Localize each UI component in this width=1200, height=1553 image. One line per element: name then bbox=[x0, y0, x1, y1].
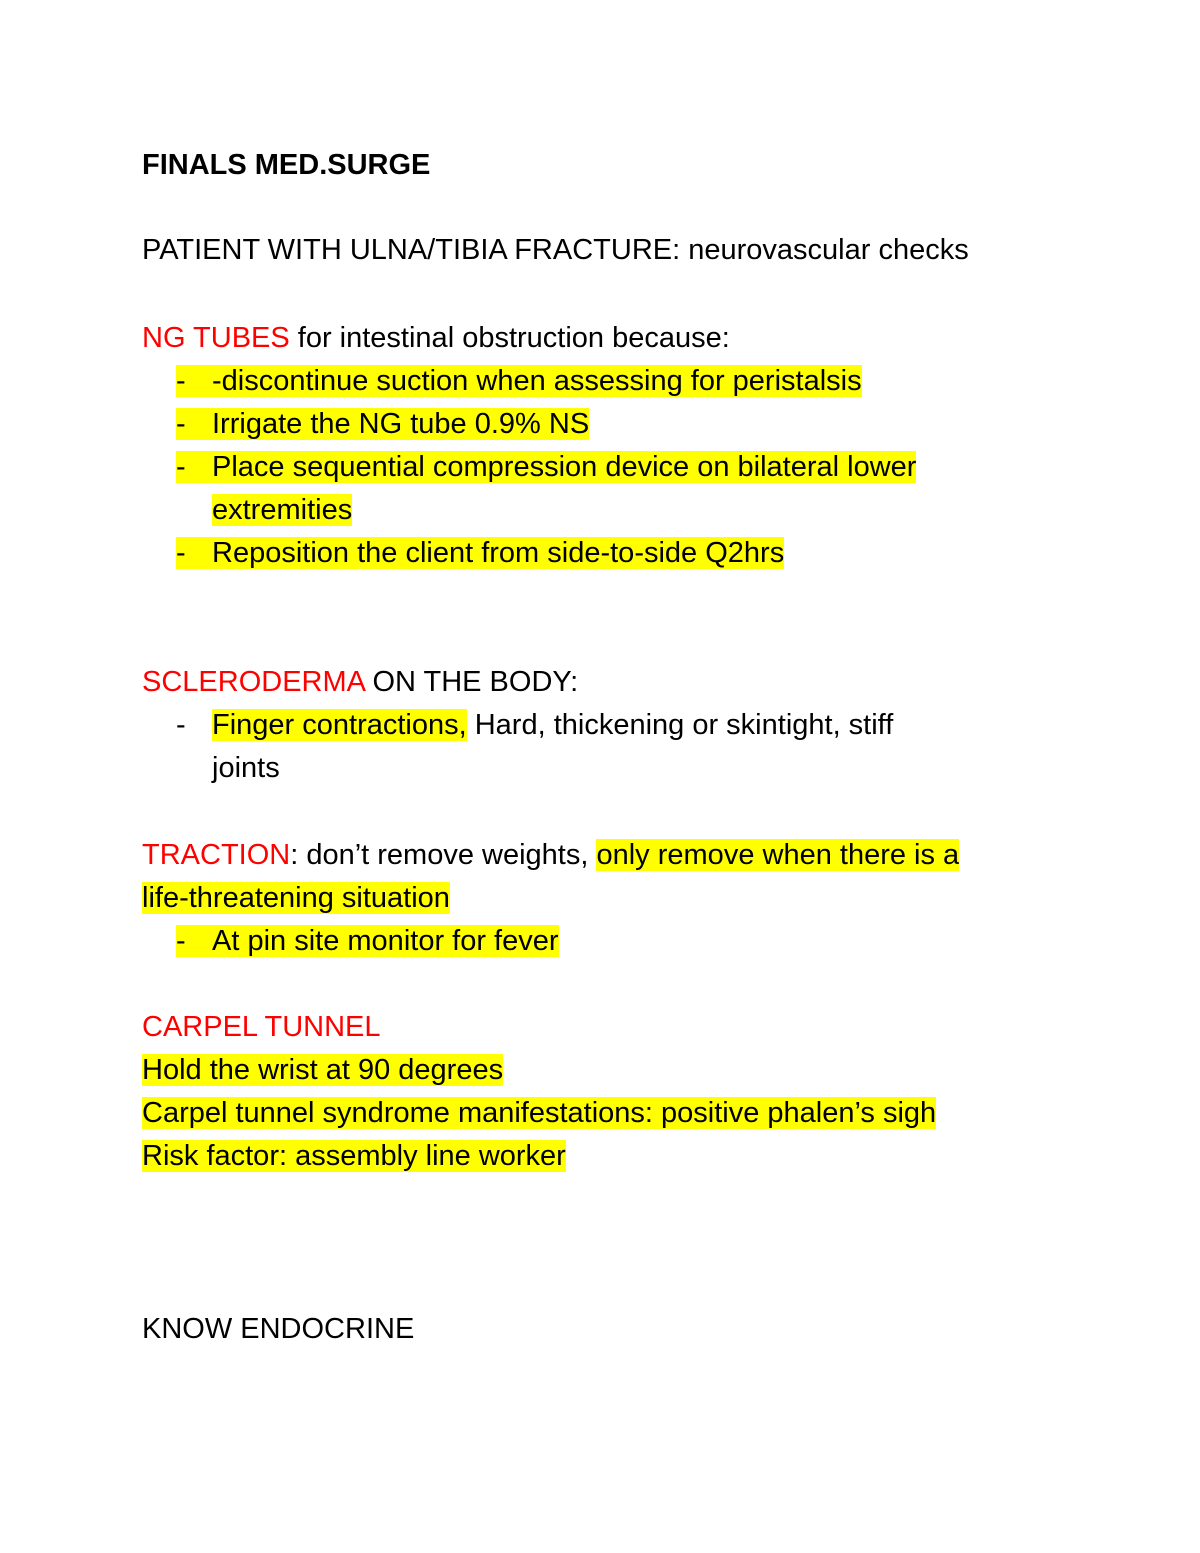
carpel-line-text: Risk factor: assembly line worker bbox=[142, 1140, 566, 1172]
traction-heading: TRACTION bbox=[142, 839, 291, 871]
ng-item-2 bbox=[176, 404, 589, 444]
bullet-dash: - bbox=[176, 709, 186, 741]
traction-highlight-b: life-threatening situation bbox=[142, 882, 450, 914]
scleroderma-heading-line bbox=[142, 662, 578, 702]
carpel-line-3 bbox=[142, 1136, 566, 1176]
scleroderma-item-highlight: Finger contractions, bbox=[212, 709, 467, 741]
carpel-line-1 bbox=[142, 1050, 503, 1090]
bullet-dash: - bbox=[176, 537, 186, 569]
traction-item-text: At pin site monitor for fever bbox=[212, 925, 559, 957]
ng-item-text: extremities bbox=[212, 494, 353, 526]
ng-tubes-heading: NG TUBES bbox=[142, 322, 290, 354]
bullet-dash: - bbox=[176, 925, 186, 957]
ng-item-text: Reposition the client from side-to-side Q2hrs bbox=[212, 537, 785, 569]
scleroderma-item-rest: Hard, thickening or skintight, stiff bbox=[466, 709, 894, 741]
scleroderma-heading: SCLERODERMA bbox=[142, 666, 365, 698]
traction-highlight-a: only remove when there is a bbox=[596, 839, 960, 871]
ng-item-1 bbox=[176, 361, 862, 401]
traction-line-2 bbox=[142, 878, 450, 918]
ng-item-text: Place sequential compression device on bilateral lower bbox=[212, 451, 917, 483]
endocrine-note: KNOW ENDOCRINE bbox=[142, 1313, 415, 1345]
carpel-line-2 bbox=[142, 1093, 936, 1133]
ng-item-3-continuation bbox=[212, 490, 352, 530]
carpel-tunnel-heading: CARPEL TUNNEL bbox=[142, 1011, 381, 1043]
fracture-line bbox=[142, 230, 969, 270]
carpel-line-text: Carpel tunnel syndrome manifestations: positive phalen’s sigh bbox=[142, 1097, 937, 1129]
bullet-dash: - bbox=[176, 408, 186, 440]
carpel-line-text: Hold the wrist at 90 degrees bbox=[142, 1054, 504, 1086]
bullet-dash: - bbox=[176, 365, 186, 397]
bullet-dash: - bbox=[176, 451, 186, 483]
fracture-text: neurovascular checks bbox=[680, 234, 969, 266]
ng-tubes-intro: for intestinal obstruction because: bbox=[289, 322, 730, 354]
ng-item-3 bbox=[176, 447, 916, 487]
ng-item-text: -discontinue suction when assessing for peristalsis bbox=[212, 365, 862, 397]
traction-item bbox=[176, 921, 559, 961]
traction-line bbox=[142, 835, 959, 875]
fracture-label: PATIENT WITH ULNA/TIBIA FRACTURE: bbox=[142, 234, 681, 266]
document-title: FINALS MED.SURGE bbox=[142, 149, 431, 181]
scleroderma-item bbox=[176, 705, 893, 745]
scleroderma-rest: ON THE BODY: bbox=[364, 666, 579, 698]
ng-item-text: Irrigate the NG tube 0.9% NS bbox=[212, 408, 590, 440]
ng-item-4 bbox=[176, 533, 784, 573]
scleroderma-item-continuation: joints bbox=[212, 752, 280, 784]
ng-tubes-heading-line bbox=[142, 318, 730, 358]
traction-text: : don’t remove weights, bbox=[290, 839, 597, 871]
